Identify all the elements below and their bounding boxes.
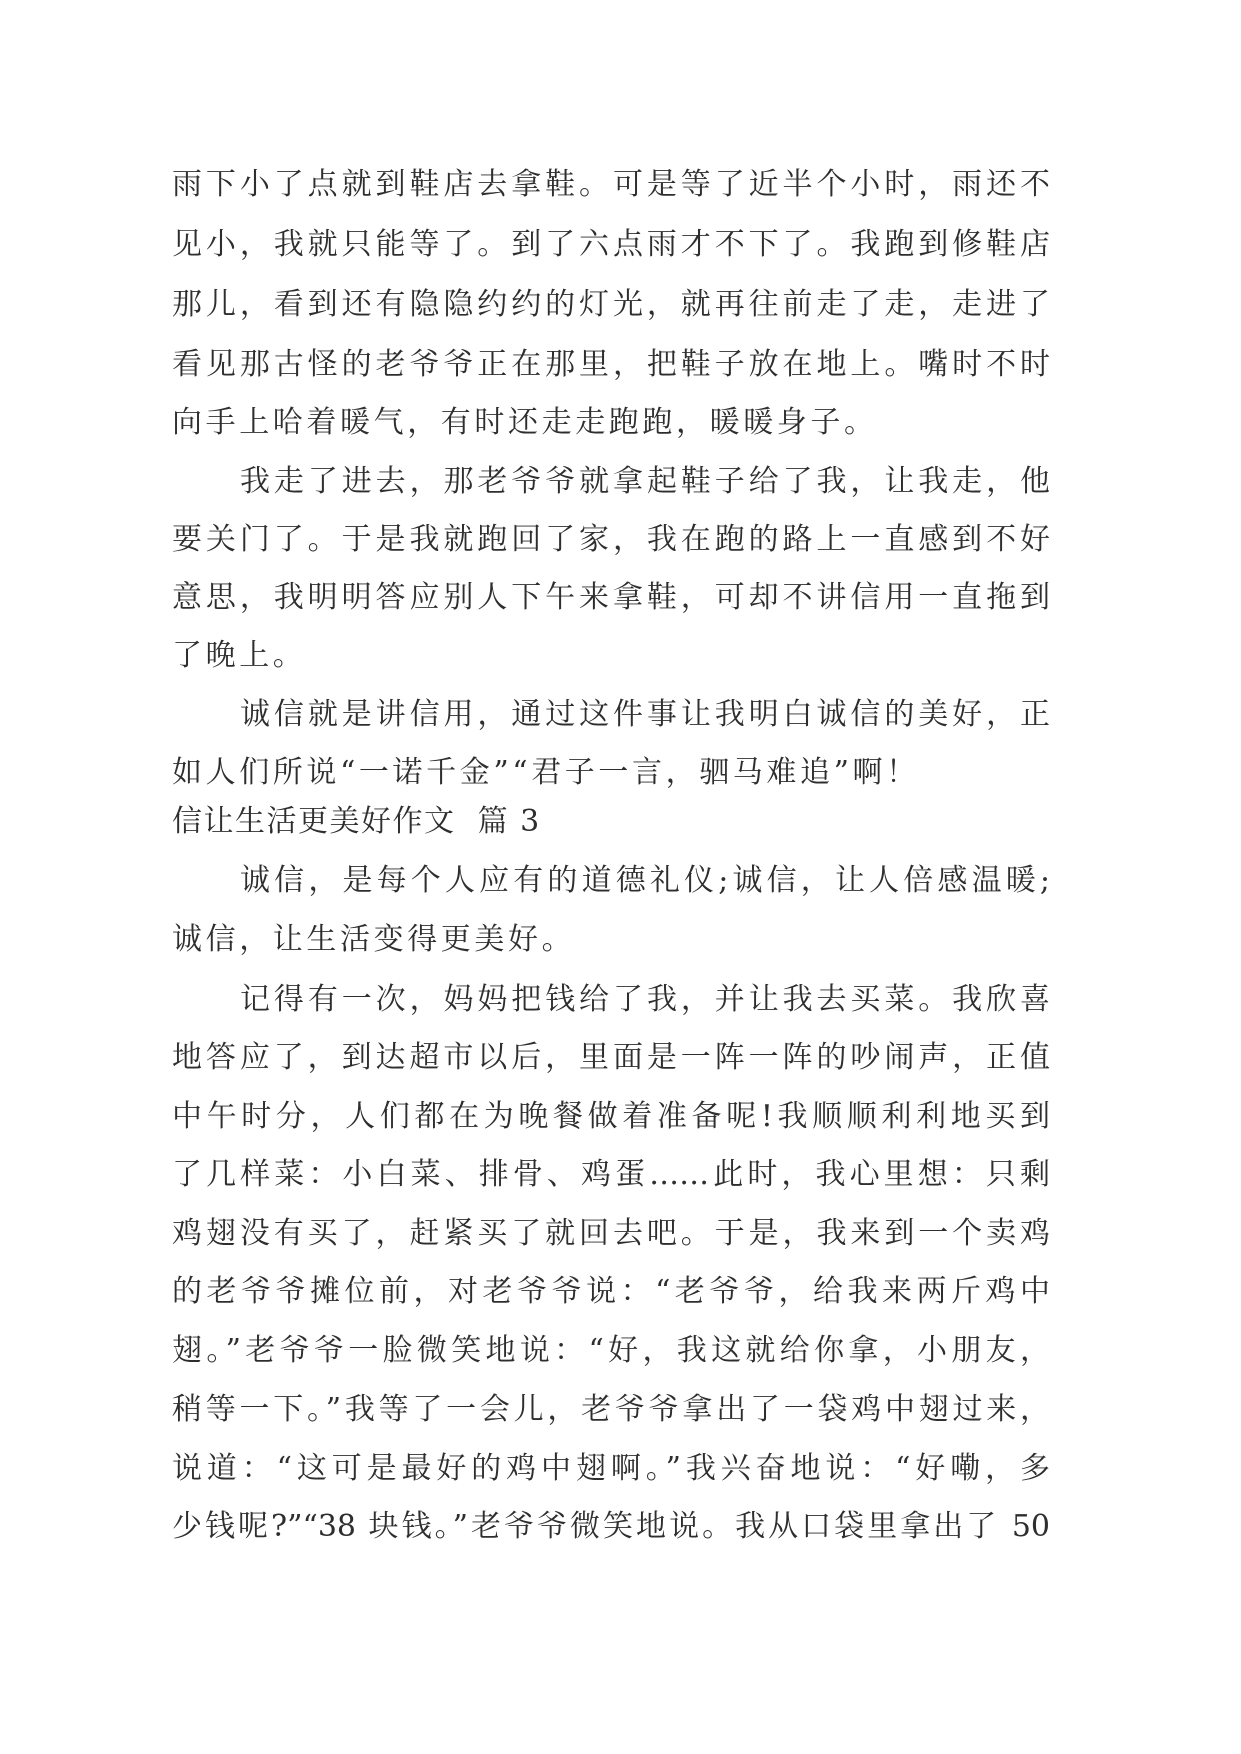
text-line: 中午时分，人们都在为晚餐做着准备呢!我顺顺利利地买到 <box>172 1099 1050 1134</box>
text-line: 诚信，是每个人应有的道德礼仪;诚信，让人倍感温暖; <box>240 863 1050 898</box>
text-line: 少钱呢?”“38 块钱。”老爷爷微笑地说。我从口袋里拿出了 50 <box>172 1509 1050 1544</box>
text-line: 诚信，让生活变得更美好。 <box>172 922 576 957</box>
text-line: 那儿，看到还有隐隐约约的灯光，就再往前走了走，走进了 <box>172 287 1050 322</box>
text-line: 稍等一下。”我等了一会儿，老爷爷拿出了一袋鸡中翅过来， <box>172 1392 1050 1427</box>
text-line: 说道：“这可是最好的鸡中翅啊。”我兴奋地说：“好嘞，多 <box>172 1451 1050 1486</box>
text-line: 我走了进去，那老爷爷就拿起鞋子给了我，让我走，他 <box>240 464 1050 499</box>
text-line: 地答应了，到达超市以后，里面是一阵一阵的吵闹声，正值 <box>172 1040 1050 1075</box>
text-line: 的老爷爷摊位前，对老爷爷说：“老爷爷，给我来两斤鸡中 <box>172 1274 1050 1309</box>
text-line: 了晚上。 <box>172 638 307 673</box>
text-line: 翅。”老爷爷一脸微笑地说：“好，我这就给你拿，小朋友， <box>172 1333 1050 1368</box>
text-line: 向手上哈着暖气，有时还走走跑跑，暖暖身子。 <box>172 405 878 440</box>
text-line: 见小，我就只能等了。到了六点雨才不下了。我跑到修鞋店 <box>172 227 1050 262</box>
text-line: 记得有一次，妈妈把钱给了我，并让我去买菜。我欣喜 <box>240 982 1050 1017</box>
text-line: 鸡翅没有买了，赶紧买了就回去吧。于是，我来到一个卖鸡 <box>172 1216 1050 1251</box>
text-line: 诚信就是讲信用，通过这件事让我明白诚信的美好，正 <box>240 697 1050 732</box>
text-line: 意思，我明明答应别人下午来拿鞋，可却不讲信用一直拖到 <box>172 580 1050 615</box>
text-line: 要关门了。于是我就跑回了家，我在跑的路上一直感到不好 <box>172 522 1050 557</box>
text-line: 看见那古怪的老爷爷正在那里，把鞋子放在地上。嘴时不时 <box>172 347 1050 382</box>
text-line: 如人们所说“一诺千金”“君子一言，驷马难追”啊！ <box>172 755 920 790</box>
section-heading: 信让生活更美好作文 篇 3 <box>172 804 541 839</box>
text-line: 了几样菜：小白菜、排骨、鸡蛋……此时，我心里想：只剩 <box>172 1157 1050 1192</box>
text-line: 雨下小了点就到鞋店去拿鞋。可是等了近半个小时，雨还不 <box>172 167 1050 202</box>
